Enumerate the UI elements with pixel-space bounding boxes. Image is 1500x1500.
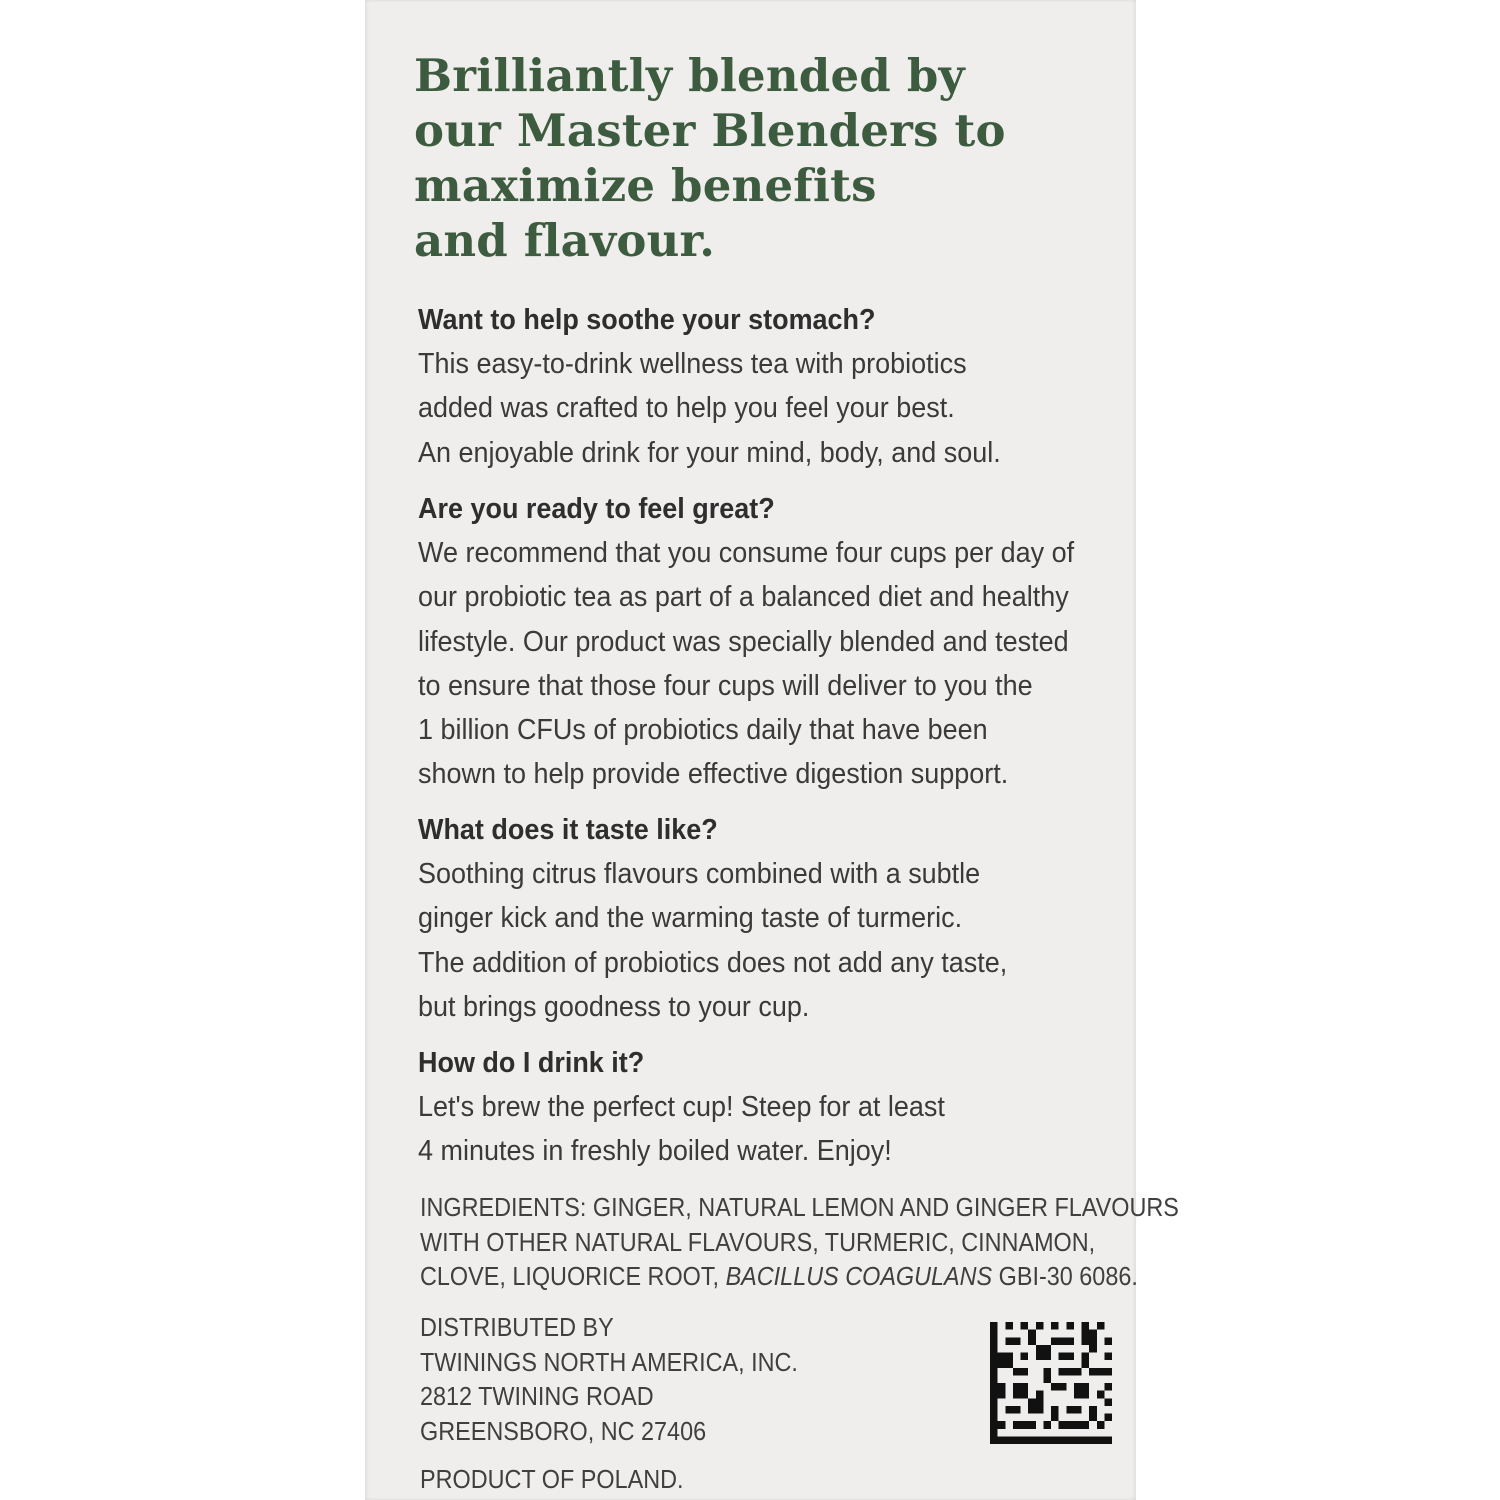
answer-line: Soothing citrus flavours combined with a subtle xyxy=(418,858,981,890)
origin xyxy=(420,1462,1140,1497)
ingredients-text: GBI-30 6086. xyxy=(992,1261,1138,1291)
answer-line: added was crafted to help you feel your best. xyxy=(418,392,955,425)
distributor-line: 2812 TWINING ROAD xyxy=(420,1381,654,1411)
answer-line: ginger kick and the warming taste of turmeric. xyxy=(418,902,963,935)
section-question: Are you ready to feel great? xyxy=(418,493,775,525)
ingredients-line: INGREDIENTS: GINGER, NATURAL LEMON AND GINGER FLAVOURS xyxy=(420,1192,1179,1222)
answer-line: We recommend that you consume four cups per day of xyxy=(418,537,1075,569)
answer-line: our probiotic tea as part of a balanced diet and healthy xyxy=(418,581,1069,614)
answer-line: lifestyle. Our product was specially blended and tested xyxy=(418,625,1069,658)
answer-line: shown to help provide effective digestion support. xyxy=(418,758,1009,791)
section-answer xyxy=(418,342,1108,475)
headline-line: our Master Blenders to xyxy=(414,104,1006,157)
headline-line: maximize benefits xyxy=(414,159,877,212)
distributor-line: DISTRIBUTED BY xyxy=(420,1312,614,1342)
answer-line: The addition of probiotics does not add any taste, xyxy=(418,946,1008,979)
datamatrix-code-icon xyxy=(990,1322,1112,1444)
headline-line: and flavour. xyxy=(414,214,716,267)
answer-line: 1 billion CFUs of probiotics daily that have been xyxy=(418,714,988,747)
answer-line: An enjoyable drink for your mind, body, and soul. xyxy=(418,436,1001,469)
section-answer xyxy=(418,1085,1108,1174)
section-taste xyxy=(418,808,1108,1029)
section-feel-great xyxy=(418,487,1108,797)
section-answer xyxy=(418,852,1108,1029)
ingredients-line: WITH OTHER NATURAL FLAVOURS, TURMERIC, CINNAMON, xyxy=(420,1226,1096,1257)
ingredients xyxy=(420,1190,1179,1294)
ingredients-text: CLOVE, LIQUORICE ROOT, xyxy=(420,1261,726,1291)
headline-line: Brilliantly blended by xyxy=(414,49,965,102)
headline xyxy=(414,48,1054,268)
answer-line: Let's brew the perfect cup! Steep for at least xyxy=(418,1091,945,1123)
section-question: Want to help soothe your stomach? xyxy=(418,304,876,336)
answer-line: This easy-to-drink wellness tea with probiotics xyxy=(418,348,967,380)
answer-line: 4 minutes in freshly boiled water. Enjoy! xyxy=(418,1135,892,1168)
origin-text: PRODUCT OF POLAND. xyxy=(420,1464,684,1494)
distributor-line: TWININGS NORTH AMERICA, INC. xyxy=(420,1346,798,1377)
section-answer xyxy=(418,531,1108,797)
distributor-line: GREENSBORO, NC 27406 xyxy=(420,1415,707,1446)
section-soothe xyxy=(418,298,1108,475)
answer-line: but brings goodness to your cup. xyxy=(418,990,810,1023)
section-question: How do I drink it? xyxy=(418,1047,645,1079)
section-question: What does it taste like? xyxy=(418,814,718,846)
section-how-to-drink xyxy=(418,1041,1108,1174)
ingredients-line xyxy=(420,1259,1138,1294)
answer-line: to ensure that those four cups will deliver to you the xyxy=(418,669,1033,702)
ingredients-italic: BACILLUS COAGULANS xyxy=(725,1261,993,1291)
